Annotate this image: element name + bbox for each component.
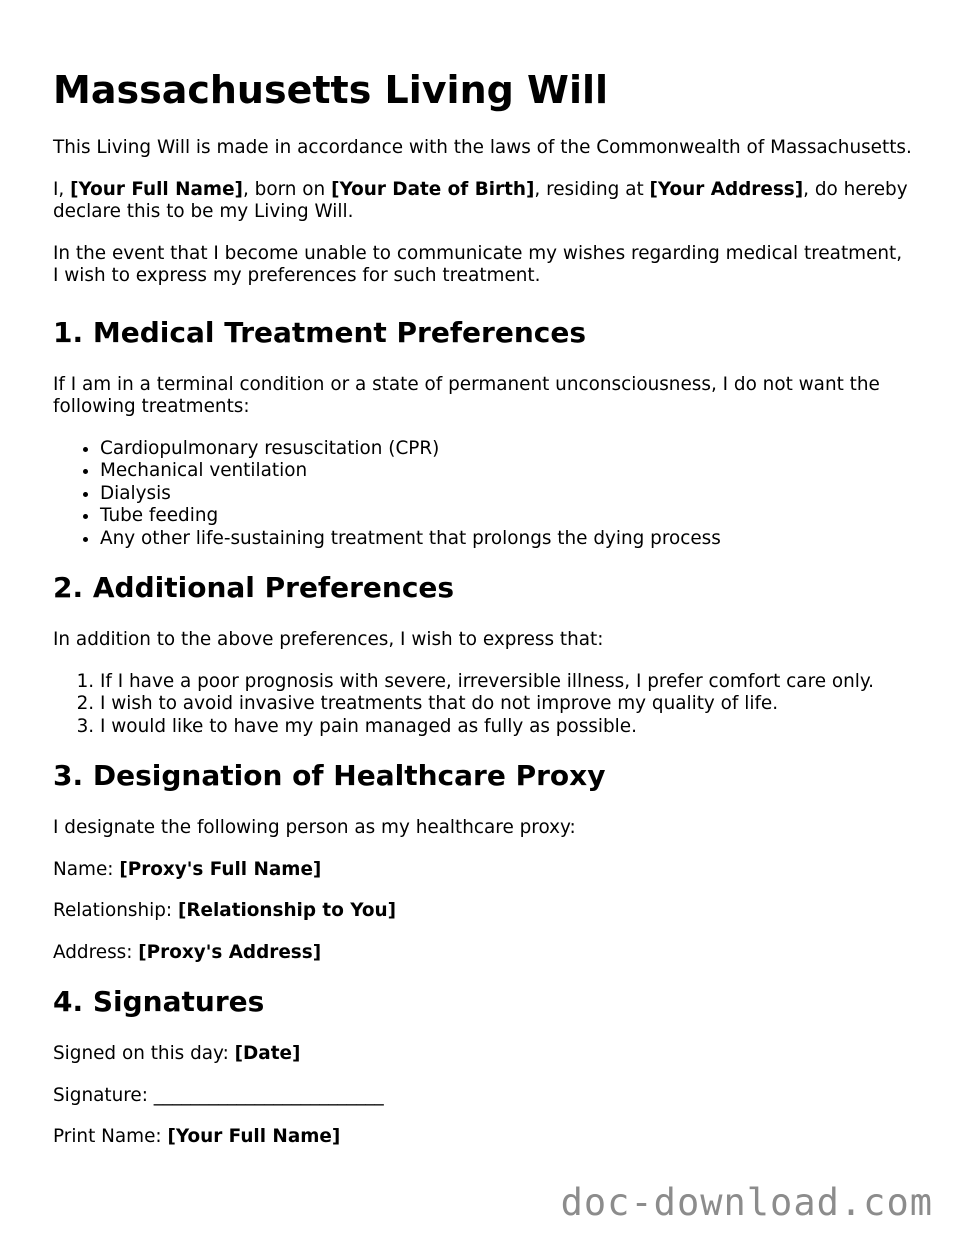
proxy-address-field <box>53 942 913 965</box>
intro-text: , born on <box>242 178 332 200</box>
field-label: Name: <box>53 858 120 880</box>
list-item: 2. I wish to avoid invasive treatments that do not improve my quality of life. <box>100 693 913 716</box>
field-label: Signature: <box>53 1084 154 1106</box>
preferences-list <box>53 671 913 739</box>
list-item: 3. I would like to have my pain managed as fully as possible. <box>100 716 913 739</box>
intro-text: I, <box>53 178 71 200</box>
proxy-address-placeholder: [Proxy's Address] <box>138 941 322 963</box>
section-heading-signatures: 4. Signatures <box>53 985 265 1018</box>
intro-paragraph-3: In the event that I become unable to communicate my wishes regarding medical treatment, I wish to express my preferences for such treatment. <box>53 242 903 286</box>
proxy-relationship-placeholder: [Relationship to You] <box>177 900 397 921</box>
intro-text: , do hereby declare this to be my Living Will. <box>53 178 908 222</box>
list-item: • Dialysis <box>100 483 913 506</box>
section-heading-healthcare-proxy: 3. Designation of Healthcare Proxy <box>53 759 606 792</box>
print-name-field <box>53 1126 913 1149</box>
page-title: Massachusetts Living Will <box>53 68 609 112</box>
date-placeholder: [Date] <box>234 1043 301 1064</box>
intro-paragraph-2 <box>53 179 913 224</box>
proxy-relationship-field <box>53 900 913 923</box>
list-item: • Cardiopulmonary resuscitation (CPR) <box>100 438 913 461</box>
print-name-placeholder: [Your Full Name] <box>167 1126 341 1147</box>
field-label: Address: <box>53 941 139 963</box>
dob-placeholder: [Your Date of Birth] <box>331 178 535 200</box>
section-heading-additional-preferences: 2. Additional Preferences <box>53 571 455 604</box>
proxy-name-placeholder: [Proxy's Full Name] <box>119 858 322 880</box>
signed-date-field <box>53 1043 913 1066</box>
document-page <box>53 0 913 1149</box>
field-label: Signed on this day: <box>53 1043 235 1064</box>
signature-field <box>53 1085 913 1108</box>
list-item: • Mechanical ventilation <box>100 460 913 483</box>
list-item: • Any other life-sustaining treatment that prolongs the dying process <box>100 528 913 551</box>
address-placeholder: [Your Address] <box>649 178 804 200</box>
treatment-list <box>53 438 913 551</box>
section-heading-medical-treatment: 1. Medical Treatment Preferences <box>53 315 587 349</box>
watermark: doc-download.com <box>560 1181 933 1224</box>
intro-paragraph-1: This Living Will is made in accordance with the laws of the Commonwealth of Massachusetts. <box>53 137 912 158</box>
proxy-name-field <box>53 859 913 882</box>
full-name-placeholder: [Your Full Name] <box>70 178 243 200</box>
intro-text: , residing at <box>534 178 650 200</box>
section1-text: If I am in a terminal condition or a state of permanent unconsciousness, I do not want the following treatments: <box>53 373 880 417</box>
section3-text: I designate the following person as my healthcare proxy: <box>53 817 576 838</box>
field-label: Relationship: <box>53 900 178 921</box>
list-item: 1. If I have a poor prognosis with severe, irreversible illness, I prefer comfort care only. <box>100 671 913 694</box>
signature-line: _________________________ <box>153 1084 384 1106</box>
list-item: • Tube feeding <box>100 505 913 528</box>
section2-text: In addition to the above preferences, I wish to express that: <box>53 629 604 650</box>
field-label: Print Name: <box>53 1126 168 1147</box>
